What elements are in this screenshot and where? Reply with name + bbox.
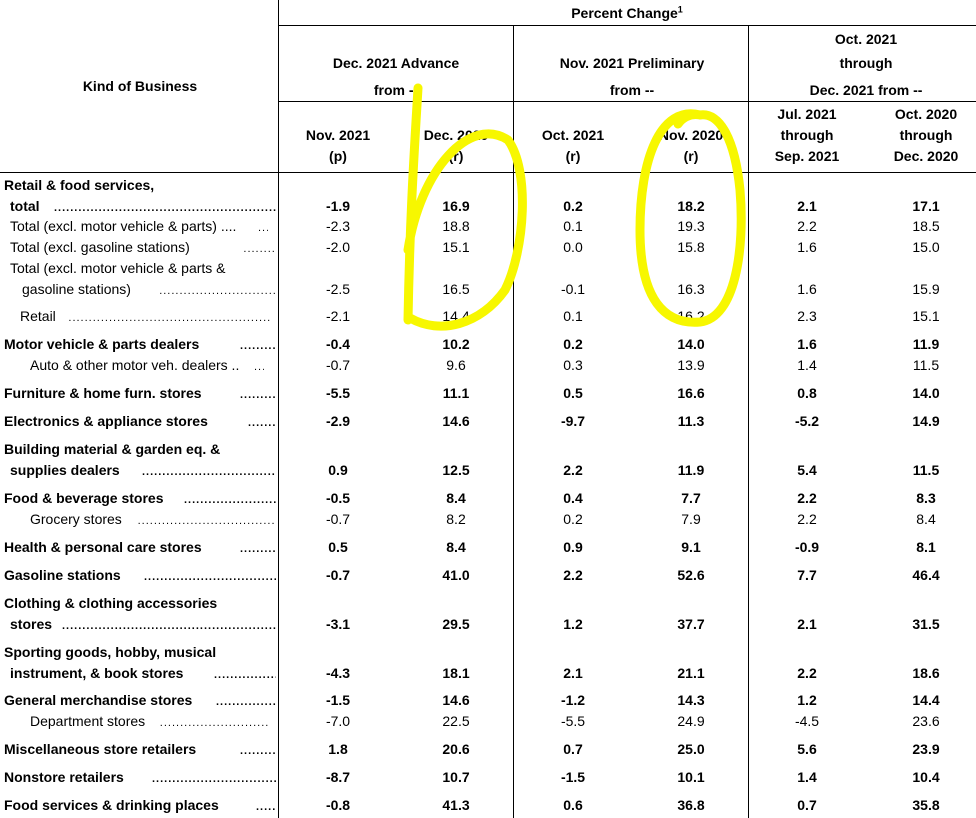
value-cell: 52.6 — [677, 567, 705, 583]
group2-title: Nov. 2021 Preliminary — [559, 55, 705, 71]
value-cell: 8.4 — [916, 511, 936, 527]
header-rule-top — [278, 25, 976, 26]
value-cell: 10.2 — [442, 336, 470, 352]
row-label: General merchandise stores — [4, 692, 193, 708]
row-label: Grocery stores — [30, 511, 122, 527]
dot-leader — [240, 540, 276, 558]
value-cell: 9.1 — [681, 539, 701, 555]
value-cell: 0.7 — [563, 741, 583, 757]
row-label: Motor vehicle & parts dealers — [4, 336, 200, 352]
value-cell: 0.6 — [563, 797, 583, 813]
value-cell: 18.6 — [912, 665, 940, 681]
value-cell: 0.3 — [563, 357, 583, 373]
value-cell: -0.7 — [325, 567, 351, 583]
value-cell: 0.0 — [563, 239, 583, 255]
col1-header-line2: (p) — [329, 148, 347, 164]
value-cell: 37.7 — [677, 616, 705, 632]
value-cell: 0.9 — [328, 462, 348, 478]
value-cell: 0.2 — [563, 198, 583, 214]
dot-leader — [254, 358, 264, 376]
value-cell: 0.5 — [328, 539, 348, 555]
value-cell: -1.5 — [325, 692, 351, 708]
col4-header-line1: Nov. 2020 — [658, 127, 724, 143]
value-cell: 7.7 — [681, 490, 701, 506]
dot-leader — [138, 512, 274, 530]
value-cell: 14.3 — [677, 692, 705, 708]
group2-subtitle: from -- — [609, 82, 655, 98]
value-cell: 0.2 — [563, 511, 583, 527]
col6-header-line3: Dec. 2020 — [893, 148, 959, 164]
row-label: Building material & garden eq. & — [4, 441, 221, 457]
value-cell: -1.5 — [560, 769, 586, 785]
value-cell: 7.9 — [681, 511, 701, 527]
row-label: Miscellaneous store retailers — [4, 741, 197, 757]
value-cell: 23.9 — [912, 741, 940, 757]
row-label: Clothing & clothing accessories — [4, 595, 218, 611]
value-cell: 1.6 — [797, 336, 817, 352]
value-cell: -0.9 — [794, 539, 820, 555]
value-cell: 18.5 — [912, 218, 940, 234]
value-cell: 11.1 — [442, 385, 470, 401]
value-cell: 31.5 — [912, 616, 940, 632]
col2-header-line1: Dec. 2020 — [423, 127, 489, 143]
group-divider-2 — [748, 25, 749, 818]
value-cell: 0.1 — [563, 308, 583, 324]
value-cell: 8.3 — [916, 490, 936, 506]
value-cell: -9.7 — [560, 413, 586, 429]
value-cell: -0.7 — [325, 357, 351, 373]
value-cell: 24.9 — [677, 713, 705, 729]
value-cell: 46.4 — [912, 567, 940, 583]
value-cell: 18.2 — [677, 198, 705, 214]
value-cell: -1.9 — [325, 198, 351, 214]
group-divider-1 — [513, 25, 514, 818]
value-cell: 1.4 — [797, 357, 817, 373]
dot-leader — [248, 414, 276, 432]
value-cell: 5.4 — [797, 462, 817, 478]
header-rule-mid — [278, 101, 976, 102]
value-cell: 0.7 — [797, 797, 817, 813]
dot-leader — [240, 337, 276, 355]
row-label: Food & beverage stores — [4, 490, 164, 506]
dot-leader — [144, 568, 276, 586]
row-label: gasoline stations) — [22, 281, 131, 297]
value-cell: 1.6 — [797, 239, 817, 255]
dot-leader — [240, 386, 276, 404]
dot-leader — [160, 714, 268, 732]
dot-leader — [243, 240, 276, 258]
value-cell: 7.7 — [797, 567, 817, 583]
value-cell: 0.2 — [563, 336, 583, 352]
col2-header-line2: (r) — [448, 148, 464, 164]
value-cell: 11.9 — [677, 462, 705, 478]
row-label: Auto & other motor veh. dealers .. — [30, 357, 240, 373]
value-cell: 1.4 — [797, 769, 817, 785]
value-cell: 16.3 — [677, 281, 705, 297]
dot-leader — [216, 693, 276, 711]
value-cell: -2.1 — [325, 308, 351, 324]
value-cell: -5.5 — [325, 385, 351, 401]
value-cell: 8.4 — [446, 539, 466, 555]
group3-through: through — [839, 55, 893, 71]
value-cell: 16.2 — [677, 308, 705, 324]
value-cell: 1.2 — [563, 616, 583, 632]
row-label: Furniture & home furn. stores — [4, 385, 202, 401]
value-cell: 2.2 — [563, 462, 583, 478]
header-rule-bottom — [0, 172, 976, 173]
dot-leader — [159, 282, 276, 300]
value-cell: -3.1 — [325, 616, 351, 632]
value-cell: -2.9 — [325, 413, 351, 429]
value-cell: 8.4 — [446, 490, 466, 506]
col3-header-line1: Oct. 2021 — [541, 127, 605, 143]
value-cell: 18.1 — [442, 665, 470, 681]
dot-leader — [62, 617, 276, 635]
value-cell: 15.1 — [912, 308, 940, 324]
col5-header-line3: Sep. 2021 — [774, 148, 840, 164]
row-label: Total (excl. motor vehicle & parts) .... — [10, 218, 237, 234]
value-cell: 41.0 — [442, 567, 470, 583]
value-cell: -4.3 — [325, 665, 351, 681]
value-cell: -0.5 — [325, 490, 351, 506]
row-label: Retail & food services, — [4, 177, 155, 193]
col1-header-line1: Nov. 2021 — [305, 127, 371, 143]
value-cell: 1.8 — [328, 741, 348, 757]
value-cell: 0.1 — [563, 218, 583, 234]
value-cell: 15.1 — [442, 239, 470, 255]
value-cell: -1.2 — [560, 692, 586, 708]
value-cell: 2.2 — [797, 665, 817, 681]
value-cell: 1.6 — [797, 281, 817, 297]
value-cell: 8.2 — [446, 511, 466, 527]
value-cell: 2.2 — [797, 218, 817, 234]
value-cell: 15.0 — [912, 239, 940, 255]
dot-leader — [54, 199, 276, 217]
value-cell: 11.9 — [912, 336, 940, 352]
value-cell: -8.7 — [325, 769, 351, 785]
row-label: Total (excl. motor vehicle & parts & — [10, 260, 226, 276]
value-cell: 16.9 — [442, 198, 470, 214]
value-cell: 2.2 — [797, 490, 817, 506]
value-cell: 19.3 — [677, 218, 705, 234]
dot-leader — [184, 491, 276, 509]
row-label: Gasoline stations — [4, 567, 121, 583]
value-cell: -2.5 — [325, 281, 351, 297]
group3-subtitle: Dec. 2021 from -- — [809, 82, 923, 98]
value-cell: 15.8 — [677, 239, 705, 255]
row-label: instrument, & book stores — [10, 665, 184, 681]
value-cell: -0.7 — [325, 511, 351, 527]
value-cell: 14.6 — [442, 692, 470, 708]
value-cell: 13.9 — [677, 357, 705, 373]
value-cell: 23.6 — [912, 713, 940, 729]
value-cell: 14.0 — [677, 336, 705, 352]
value-cell: 10.7 — [442, 769, 470, 785]
value-cell: 35.8 — [912, 797, 940, 813]
value-cell: -4.5 — [794, 713, 820, 729]
value-cell: 1.2 — [797, 692, 817, 708]
value-cell: 11.3 — [677, 413, 705, 429]
value-cell: 14.9 — [912, 413, 940, 429]
value-cell: 0.5 — [563, 385, 583, 401]
col6-header-line1: Oct. 2020 — [894, 106, 958, 122]
value-cell: 10.1 — [677, 769, 705, 785]
row-label: Department stores — [30, 713, 146, 729]
value-cell: 20.6 — [442, 741, 470, 757]
value-cell: 9.6 — [446, 357, 466, 373]
row-label: Food services & drinking places — [4, 797, 219, 813]
group3-title: Oct. 2021 — [834, 31, 898, 47]
dot-leader — [256, 798, 276, 816]
value-cell: 29.5 — [442, 616, 470, 632]
dot-leader — [214, 666, 276, 684]
value-cell: 15.9 — [912, 281, 940, 297]
value-cell: 2.3 — [797, 308, 817, 324]
value-cell: -0.8 — [325, 797, 351, 813]
value-cell: 11.5 — [912, 357, 940, 373]
col5-header-line2: through — [780, 127, 834, 143]
value-cell: 18.8 — [442, 218, 470, 234]
value-cell: 16.6 — [677, 385, 705, 401]
value-cell: 14.4 — [442, 308, 470, 324]
value-cell: 36.8 — [677, 797, 705, 813]
value-cell: -0.4 — [325, 336, 351, 352]
label-column-divider — [278, 0, 279, 818]
value-cell: -5.5 — [560, 713, 586, 729]
row-label: Health & personal care stores — [4, 539, 202, 555]
dot-leader — [142, 463, 276, 481]
dot-leader — [68, 309, 272, 327]
row-label: Electronics & appliance stores — [4, 413, 208, 429]
value-cell: 8.1 — [916, 539, 936, 555]
row-label: Sporting goods, hobby, musical — [4, 644, 217, 660]
col5-header-line1: Jul. 2021 — [777, 106, 837, 122]
value-cell: 25.0 — [677, 741, 705, 757]
value-cell: -0.1 — [560, 281, 586, 297]
value-cell: 10.4 — [912, 769, 940, 785]
value-cell: 14.6 — [442, 413, 470, 429]
value-cell: 2.1 — [563, 665, 583, 681]
value-cell: -7.0 — [325, 713, 351, 729]
value-cell: -5.2 — [794, 413, 820, 429]
value-cell: 16.5 — [442, 281, 470, 297]
value-cell: 17.1 — [912, 198, 940, 214]
value-cell: 14.4 — [912, 692, 940, 708]
row-label: total — [10, 198, 40, 214]
value-cell: 14.0 — [912, 385, 940, 401]
dot-leader — [152, 770, 276, 788]
row-label: supplies dealers — [10, 462, 120, 478]
value-cell: 12.5 — [442, 462, 470, 478]
dot-leader — [240, 742, 276, 760]
value-cell: 2.1 — [797, 198, 817, 214]
group1-title: Dec. 2021 Advance — [332, 55, 460, 71]
row-label: Retail — [20, 308, 56, 324]
value-cell: 11.5 — [912, 462, 940, 478]
value-cell: 5.6 — [797, 741, 817, 757]
value-cell: 2.2 — [563, 567, 583, 583]
value-cell: 0.4 — [563, 490, 583, 506]
col6-header-line2: through — [899, 127, 953, 143]
value-cell: 0.8 — [797, 385, 817, 401]
value-cell: 2.1 — [797, 616, 817, 632]
value-cell: -2.3 — [325, 218, 351, 234]
row-label: Nonstore retailers — [4, 769, 124, 785]
value-cell: -2.0 — [325, 239, 351, 255]
value-cell: 0.9 — [563, 539, 583, 555]
value-cell: 21.1 — [677, 665, 705, 681]
value-cell: 2.2 — [797, 511, 817, 527]
dot-leader — [258, 219, 268, 237]
percent-change-heading: Percent Change$^1$ — [571, 4, 683, 21]
row-label: stores — [10, 616, 53, 632]
col4-header-line2: (r) — [683, 148, 699, 164]
col3-header-line2: (r) — [565, 148, 581, 164]
group1-subtitle: from -- — [373, 82, 419, 98]
value-cell: 22.5 — [442, 713, 470, 729]
row-label: Total (excl. gasoline stations) — [10, 239, 190, 255]
kind-of-business-heading: Kind of Business — [82, 78, 198, 94]
value-cell: 41.3 — [442, 797, 470, 813]
